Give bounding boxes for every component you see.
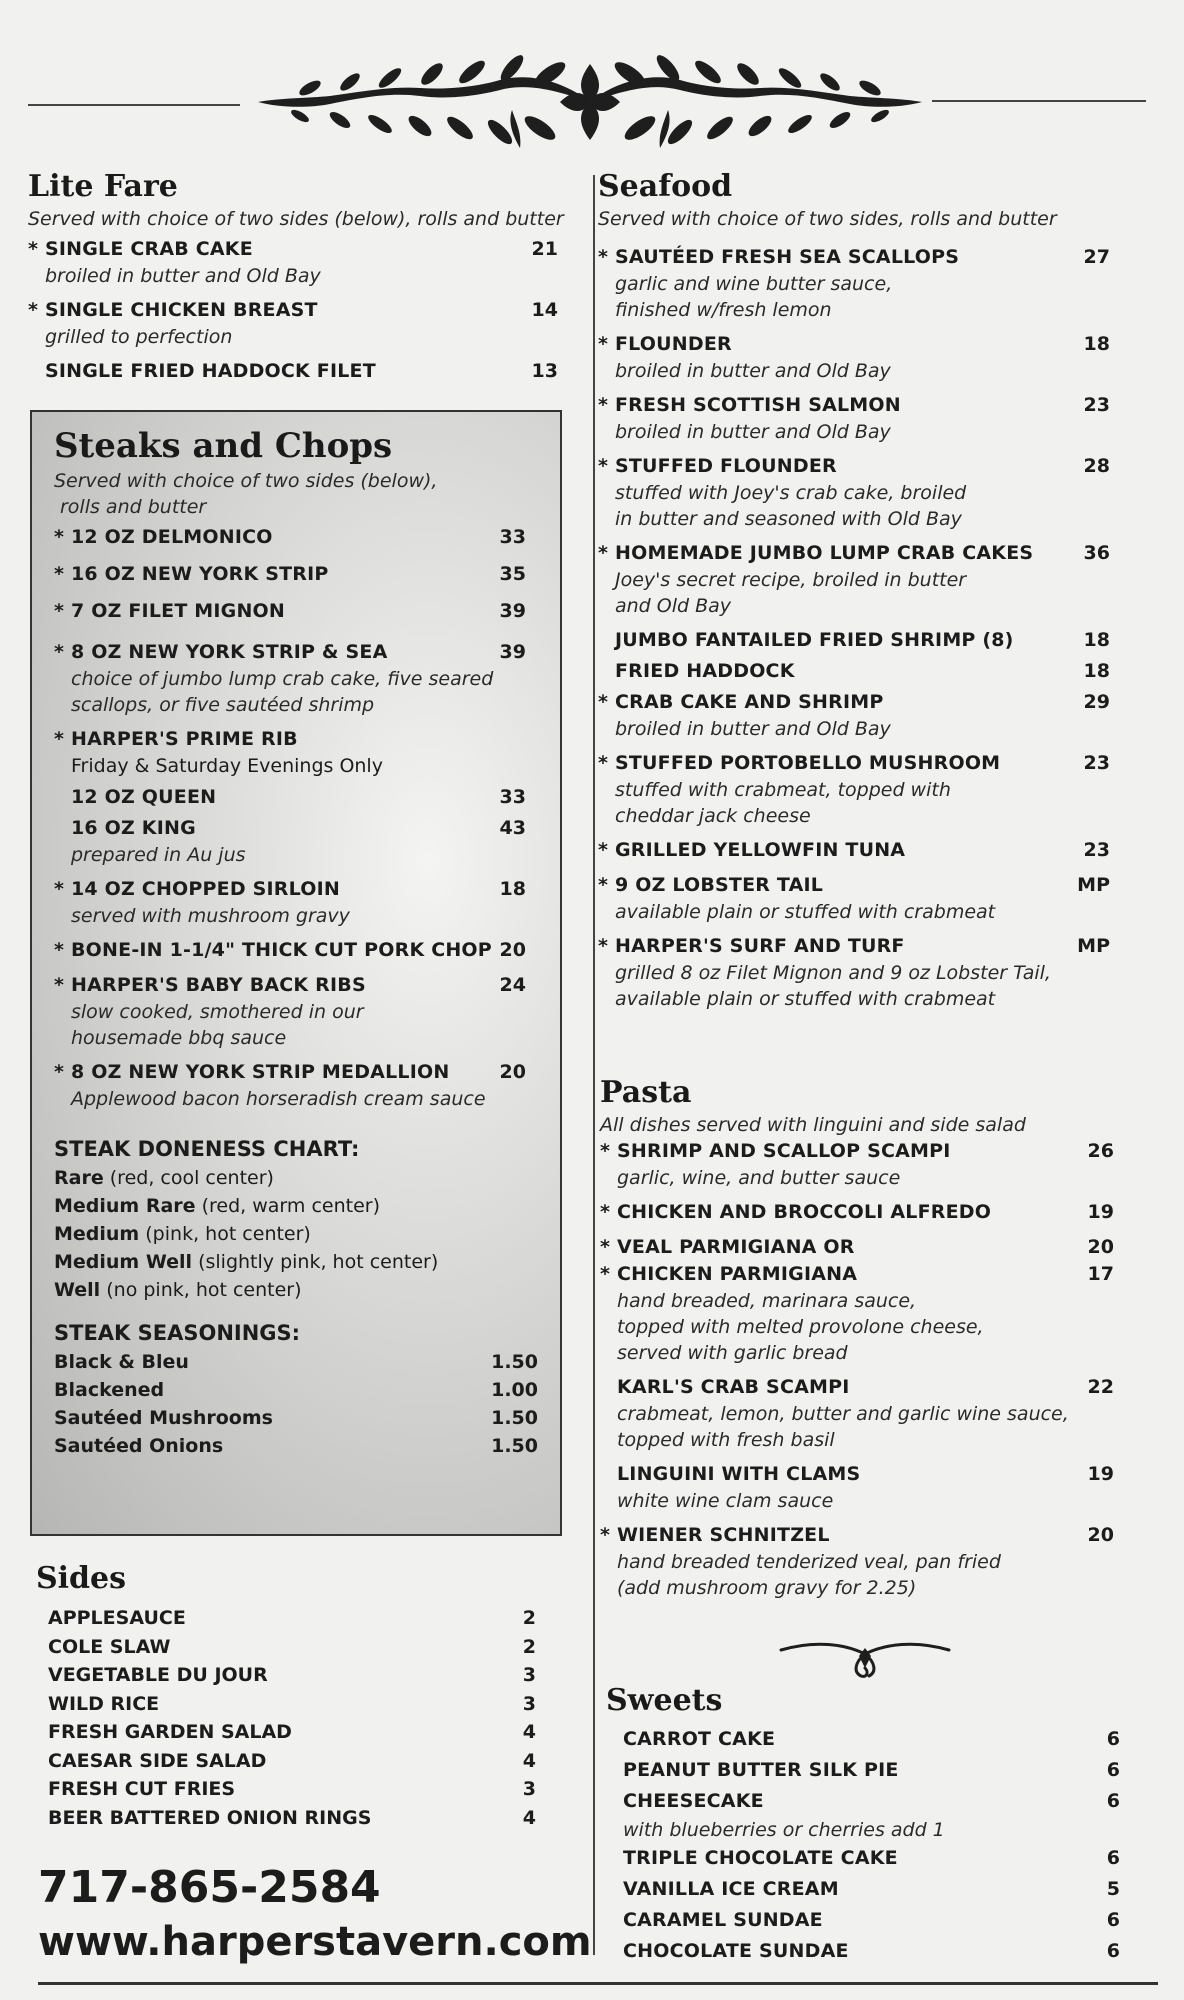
item-price: 6 [1106, 1847, 1120, 1869]
item-price: 26 [1087, 1140, 1114, 1162]
item-price: MP [1077, 935, 1110, 957]
item-price: 29 [1083, 691, 1110, 713]
menu-item: * GRILLED YELLOWFIN TUNA 23 [598, 837, 1118, 864]
menu-item: PEANUT BUTTER SILK PIE 6 [606, 1755, 1122, 1786]
item-price: 20 [1087, 1524, 1114, 1546]
side-item: CAESAR SIDE SALAD 4 [48, 1749, 536, 1772]
menu-item: KARL'S CRAB SCAMPI 22 [600, 1374, 1116, 1401]
steaks-chops-section: Steaks and Chops Served with choice of two sides (below), rolls and butter * 12 OZ DELMONICO 33 * 16 OZ NEW YORK STRIP 35 * 7 OZ FILET MIGNON 39 * 8 OZ NEW YORK STRIP & SEA 39 choice of jumbo lump crab cake, five seared scallops, or five sautéed shrimp * HARPER'S PRIME RIB Friday & Saturday Evenings Only 12 OZ QUEEN 33 16 OZ KING 43 prepared in Au jus * 14 OZ CHOPPED SIRLOIN 18 served with mushroom gravy * BONE-IN 1-1/4" THICK CUT PORK CHOP 20 * HARPER'S BABY BACK RIBS 24 slow cooked, smothered in our housemade bbq sauce * 8 OZ NEW YORK STRIP MEDALLION 20 Applewood bacon horseradish cream sauce STEAK DONENESS CHART: Rare (red, cool center) Medium Rare (red, warm center) Medium (pink, hot center) Medium Well (slightly pink, hot center) Well (no pink, hot center) STEAK SEASONINGS: Black & Bleu 1.50 Blackened 1.00 Sautéed Mushrooms 1.50 Sautéed Onions 1.50 [30, 410, 562, 1536]
item-price: 33 [499, 786, 526, 808]
menu-item: SINGLE FRIED HADDOCK FILET 13 [28, 358, 568, 385]
doneness-row: Medium Well (slightly pink, hot center) [54, 1251, 439, 1273]
item-price: 23 [1083, 394, 1110, 416]
menu-item: * STUFFED PORTOBELLO MUSHROOM 23 [598, 750, 1118, 777]
item-price: 28 [1083, 455, 1110, 477]
item-price: 6 [1106, 1728, 1120, 1750]
item-price: 35 [499, 563, 526, 585]
menu-item: * HARPER'S SURF AND TURF MP [598, 933, 1118, 960]
header-rule-right [932, 100, 1146, 102]
pasta-section: Pasta All dishes served with linguini and side salad * SHRIMP AND SCALLOP SCAMPI 26 garlic, wine, and butter sauce * CHICKEN AND BROCCOLI ALFREDO 19 * VEAL PARMIGIANA OR 20 * CHICKEN PARMIGIANA 17 hand breaded, marinara sauce, topped with melted provolone cheese, served with garlic bread KARL'S CRAB SCAMPI 22 crabmeat, lemon, butter and garlic wine sauce, topped with fresh basil LINGUINI WITH CLAMS 19 white wine clam sauce * WIENER SCHNITZEL 20 hand breaded tenderized veal, pan fried (add mushroom gravy for 2.25) [600, 1075, 1114, 1599]
seafood-section: Seafood Served with choice of two sides, rolls and butter * SAUTÉED FRESH SEA SCALLOPS 27 garlic and wine butter sauce, finished w/fresh lemon * FLOUNDER 18 broiled in butter and Old Bay * FRESH SCOTTISH SALMON 23 broiled in butter and Old Bay * STUFFED FLOUNDER 28 stuffed with Joey's crab cake, broiled in butter and seasoned with Old Bay * HOMEMADE JUMBO LUMP CRAB CAKES 36 Joey's secret recipe, broiled in butter and Old Bay JUMBO FANTAILED FRIED SHRIMP (8) 18 FRIED HADDOCK 18 * CRAB CAKE AND SHRIMP 29 broiled in butter and Old Bay * STUFFED PORTOBELLO MUSHROOM 23 stuffed with crabmeat, topped with cheddar jack cheese * GRILLED YELLOWFIN TUNA 23 * 9 OZ LOBSTER TAIL MP available plain or stuffed with crabmeat * HARPER'S SURF AND TURF MP grilled 8 oz Filet Mignon and 9 oz Lobster Tail, available plain or stuffed with crabmeat [598, 168, 1118, 1012]
menu-item: * HOMEMADE JUMBO LUMP CRAB CAKES 36 [598, 540, 1118, 567]
item-price: 21 [531, 238, 558, 260]
menu-item: * 12 OZ DELMONICO 33 [54, 524, 538, 551]
menu-item: JUMBO FANTAILED FRIED SHRIMP (8) 18 [598, 627, 1118, 654]
side-item: FRESH CUT FRIES 3 [48, 1778, 536, 1800]
side-item: WILD RICE 3 [48, 1692, 536, 1715]
item-price: 13 [531, 360, 558, 382]
menu-item: LINGUINI WITH CLAMS 19 [600, 1461, 1116, 1488]
menu-item: 16 OZ KING 43 [54, 815, 538, 842]
menu-item: TRIPLE CHOCOLATE CAKE 6 [606, 1843, 1122, 1874]
menu-item: * SINGLE CHICKEN BREAST 14 [28, 297, 568, 324]
menu-item: * 8 OZ NEW YORK STRIP MEDALLION 20 [54, 1059, 538, 1086]
seasoning-row: Blackened 1.00 [54, 1379, 538, 1401]
side-item: BEER BATTERED ONION RINGS 4 [48, 1806, 536, 1829]
side-item: COLE SLAW 2 [48, 1635, 536, 1658]
menu-item: * 14 OZ CHOPPED SIRLOIN 18 [54, 876, 538, 903]
sweets-section: Sweets CARROT CAKE 6 PEANUT BUTTER SILK PIE 6 CHEESECAKE 6 with blueberries or cherries add 1 TRIPLE CHOCOLATE CAKE 6 VANILLA ICE CREAM 5 CARAMEL SUNDAE 6 CHOCOLATE SUNDAE 6 [606, 1682, 1122, 1967]
sides-title: Sides [36, 1561, 127, 1596]
menu-item: * 9 OZ LOBSTER TAIL MP [598, 872, 1118, 899]
lite-fare-section: Lite Fare Served with choice of two sides (below), rolls and butter * SINGLE CRAB CAKE 21 broiled in butter and Old Bay * SINGLE CHICKEN BREAST 14 grilled to perfection SINGLE FRIED HADDOCK FILET 13 [28, 168, 568, 385]
item-price: 6 [1106, 1940, 1120, 1962]
menu-item: VANILLA ICE CREAM 5 [606, 1874, 1122, 1905]
item-price: 18 [1083, 333, 1110, 355]
menu-item: * BONE-IN 1-1/4" THICK CUT PORK CHOP 20 [54, 937, 538, 964]
item-price: 22 [1087, 1376, 1114, 1398]
seasoning-row: Sautéed Mushrooms 1.50 [54, 1407, 538, 1429]
website-link[interactable]: www.harperstavern.com [38, 1919, 592, 1965]
menu-item: 12 OZ QUEEN 33 [54, 784, 538, 811]
doneness-chart-title: STEAK DONENESS CHART: [54, 1137, 360, 1161]
doneness-row: Medium (pink, hot center) [54, 1223, 311, 1245]
menu-item: * SINGLE CRAB CAKE 21 [28, 236, 568, 263]
item-price: 18 [1083, 629, 1110, 651]
item-price: 20 [1087, 1236, 1114, 1258]
menu-item: * 8 OZ NEW YORK STRIP & SEA 39 [54, 639, 538, 666]
phone-number[interactable]: 717-865-2584 [38, 1862, 381, 1913]
lite-fare-title: Lite Fare [28, 169, 178, 204]
item-price: 18 [499, 878, 526, 900]
menu-item: * VEAL PARMIGIANA OR 20 [600, 1234, 1116, 1261]
item-price: 6 [1106, 1790, 1120, 1812]
menu-item: * STUFFED FLOUNDER 28 [598, 453, 1118, 480]
item-price: 19 [1087, 1463, 1114, 1485]
menu-item: * CRAB CAKE AND SHRIMP 29 [598, 689, 1118, 716]
sweets-title: Sweets [606, 1683, 723, 1718]
menu-item: * HARPER'S BABY BACK RIBS 24 [54, 972, 538, 999]
menu-item: CARROT CAKE 6 [606, 1724, 1122, 1755]
menu-item: * HARPER'S PRIME RIB [54, 728, 298, 750]
item-price: 39 [499, 641, 526, 663]
menu-item: CHEESECAKE 6 [606, 1786, 1122, 1817]
item-price: 36 [1083, 542, 1110, 564]
doneness-row: Well (no pink, hot center) [54, 1279, 302, 1301]
menu-item: * SHRIMP AND SCALLOP SCAMPI 26 [600, 1138, 1116, 1165]
item-price: 20 [499, 1061, 526, 1083]
item-price: 23 [1083, 839, 1110, 861]
menu-item: CHOCOLATE SUNDAE 6 [606, 1936, 1122, 1967]
menu-item: * FLOUNDER 18 [598, 331, 1118, 358]
footer-rule [38, 1982, 1158, 1985]
item-price: 33 [499, 526, 526, 548]
header-rule-left [28, 104, 240, 106]
item-price: 27 [1083, 246, 1110, 268]
item-price: 18 [1083, 660, 1110, 682]
item-price: 24 [499, 974, 526, 996]
item-price: 43 [499, 817, 526, 839]
menu-item: * CHICKEN AND BROCCOLI ALFREDO 19 [600, 1199, 1116, 1226]
seafood-title: Seafood [598, 169, 733, 204]
menu-item: * FRESH SCOTTISH SALMON 23 [598, 392, 1118, 419]
seasoning-row: Black & Bleu 1.50 [54, 1351, 538, 1373]
sides-section [36, 1560, 536, 1832]
side-item: VEGETABLE DU JOUR 3 [48, 1664, 536, 1686]
item-price: MP [1077, 874, 1110, 896]
menu-item: FRIED HADDOCK 18 [598, 658, 1118, 685]
pasta-title: Pasta [600, 1075, 692, 1110]
swirl-ornament-icon [775, 1638, 955, 1682]
item-price: 39 [499, 600, 526, 622]
steaks-title: Steaks and Chops [54, 426, 393, 466]
side-item: APPLESAUCE 2 [48, 1607, 536, 1629]
menu-item: CARAMEL SUNDAE 6 [606, 1905, 1122, 1936]
seafood-note: Served with choice of two sides, rolls and butter [598, 208, 1057, 230]
side-item: FRESH GARDEN SALAD 4 [48, 1721, 536, 1743]
menu-item: * 16 OZ NEW YORK STRIP 35 [54, 561, 538, 588]
item-price: 6 [1106, 1759, 1120, 1781]
lite-fare-note: Served with choice of two sides (below), rolls and butter [28, 208, 564, 230]
menu-item: * WIENER SCHNITZEL 20 [600, 1522, 1116, 1549]
item-price: 17 [1087, 1263, 1114, 1285]
doneness-row: Medium Rare (red, warm center) [54, 1195, 380, 1217]
floral-ornament-icon [250, 52, 930, 152]
item-price: 6 [1106, 1909, 1120, 1931]
item-price: 23 [1083, 752, 1110, 774]
item-price: 14 [531, 299, 558, 321]
menu-item: * CHICKEN PARMIGIANA 17 [600, 1261, 1116, 1288]
pasta-note: All dishes served with linguini and side salad [600, 1114, 1026, 1136]
item-price: 19 [1087, 1201, 1114, 1223]
seasoning-row: Sautéed Onions 1.50 [54, 1435, 538, 1457]
menu-item: * SAUTÉED FRESH SEA SCALLOPS 27 [598, 244, 1118, 271]
column-divider [593, 175, 595, 1955]
item-price: 20 [499, 939, 526, 961]
menu-item: * 7 OZ FILET MIGNON 39 [54, 598, 538, 625]
doneness-row: Rare (red, cool center) [54, 1167, 274, 1189]
seasonings-title: STEAK SEASONINGS: [54, 1321, 301, 1345]
item-price: 5 [1106, 1878, 1120, 1900]
